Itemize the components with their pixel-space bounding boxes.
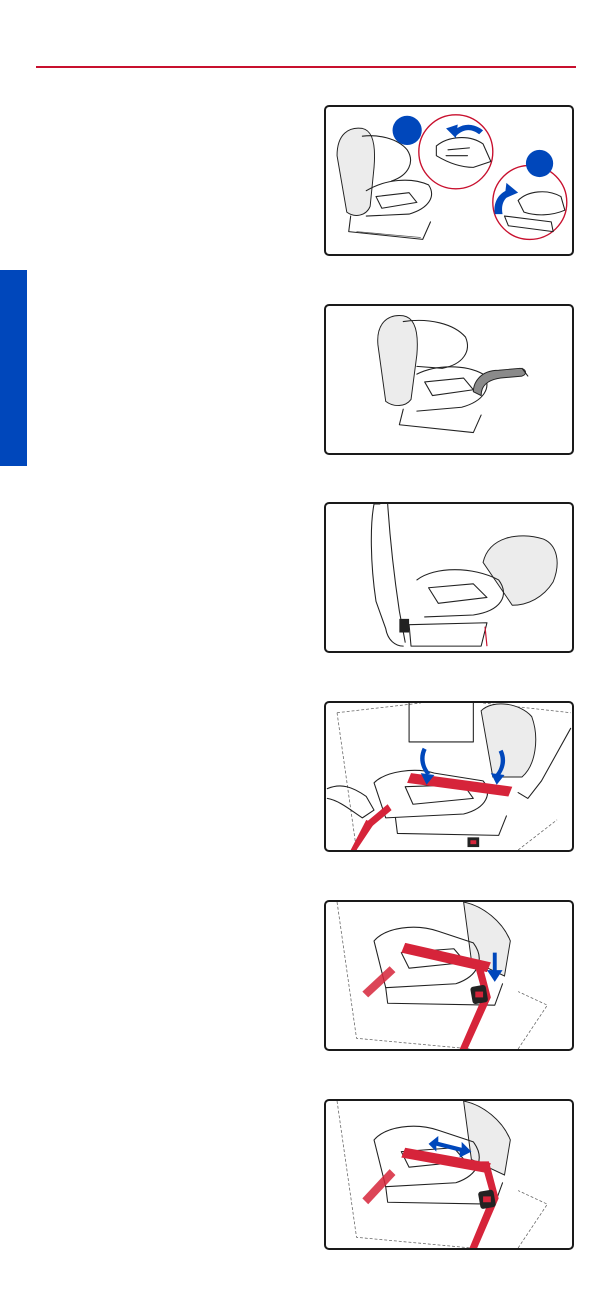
seat-belt-icon — [326, 703, 572, 850]
illustration-panel-5 — [324, 900, 574, 1051]
section-tab — [0, 270, 27, 466]
hand-icon — [327, 786, 374, 818]
car-seat-icon — [326, 107, 572, 254]
vehicle-seat-icon — [326, 504, 572, 651]
illustration-panel-1 — [324, 105, 574, 256]
illustration-panel-6 — [324, 1099, 574, 1250]
header-rule — [36, 66, 576, 68]
carry-handle-icon — [473, 368, 525, 395]
illustration-panel-3 — [324, 502, 574, 653]
car-seat-icon — [326, 306, 572, 453]
illustration-panel-2 — [324, 304, 574, 455]
seat-belt-icon — [326, 1101, 572, 1248]
illustration-panel-4 — [324, 701, 574, 852]
buckle-icon — [326, 902, 572, 1049]
